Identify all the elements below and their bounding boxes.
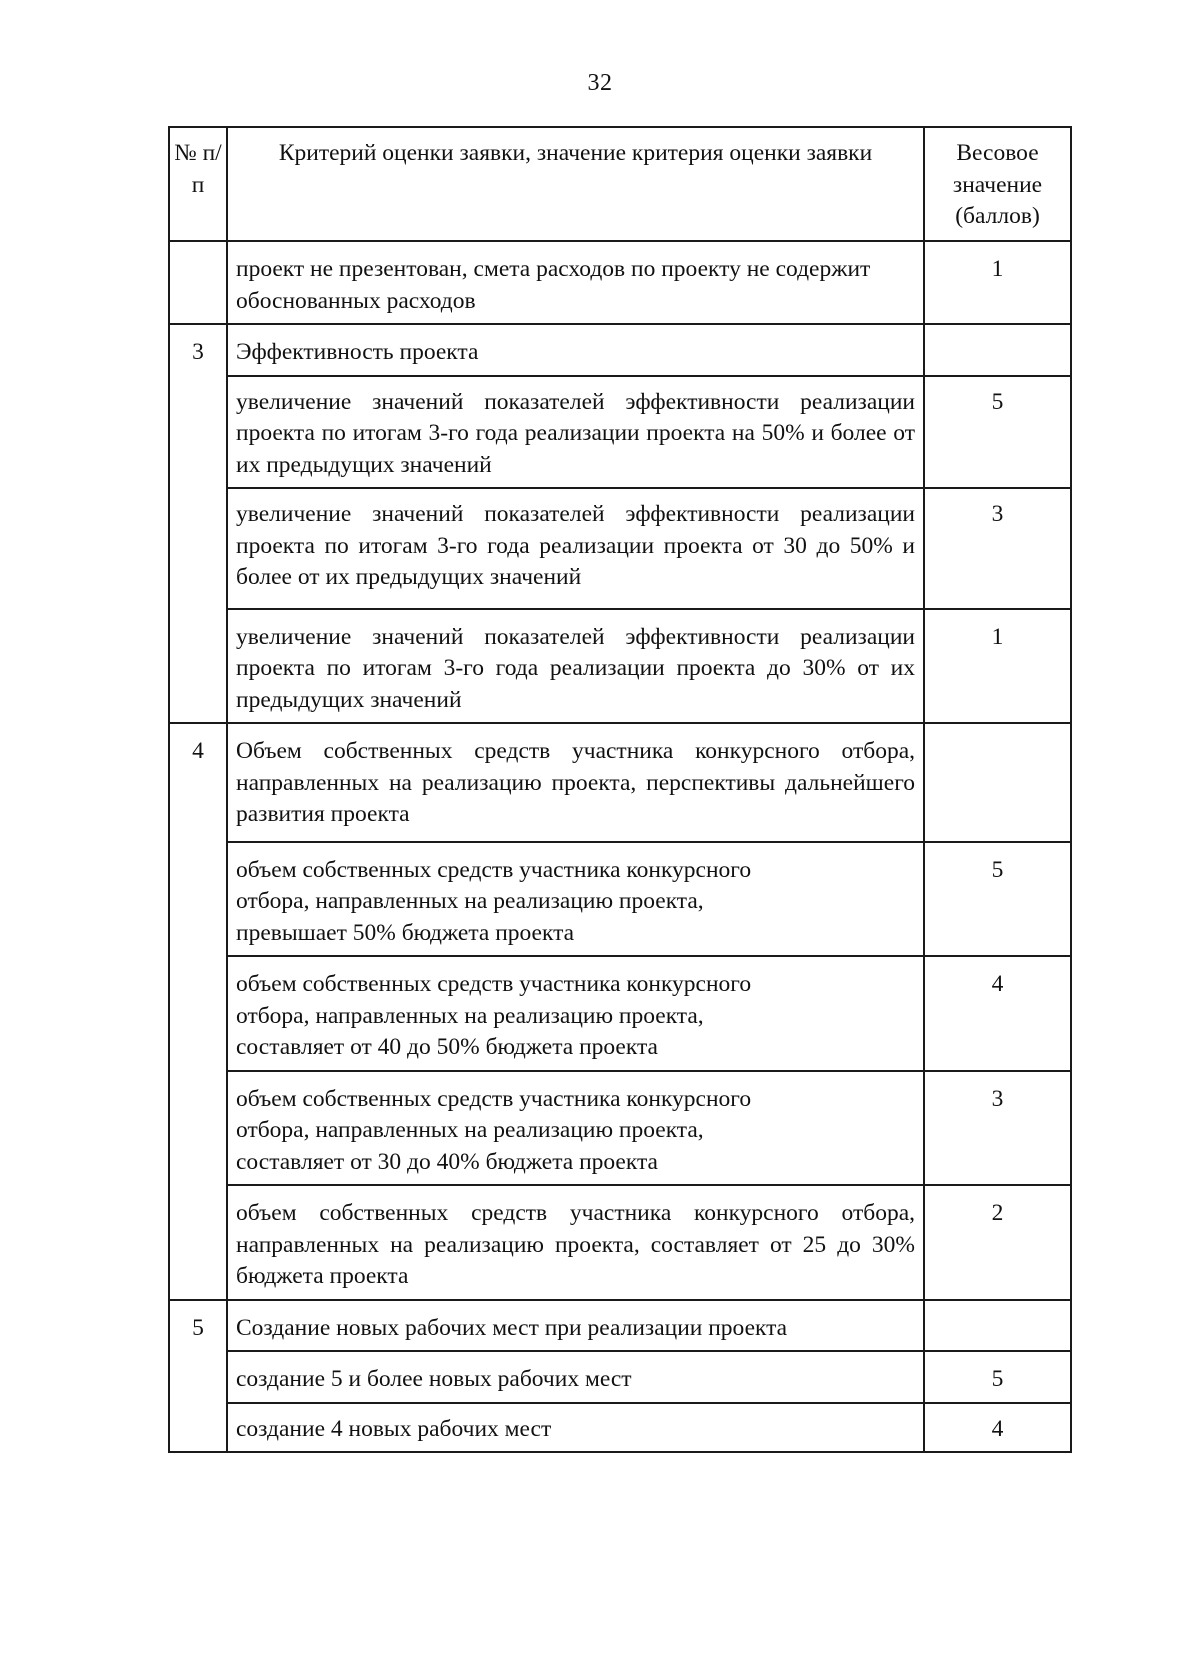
row-criterion: создание 5 и более новых рабочих мест [227, 1351, 924, 1403]
row-number [169, 488, 227, 609]
row-weight: 3 [924, 488, 1071, 609]
row-number [169, 842, 227, 957]
row-number [169, 1351, 227, 1403]
row-number [169, 956, 227, 1071]
table-header-row [169, 127, 1071, 241]
row-weight: 5 [924, 842, 1071, 957]
table-row [169, 324, 1071, 376]
row-criterion: создание 4 новых рабочих мест [227, 1403, 924, 1453]
table-row [169, 1300, 1071, 1352]
table-row [169, 376, 1071, 489]
row-criterion: увеличение значений показателей эффективности реализации проекта по итогам 3-го года реализации проекта до 30% от их предыдущих значений [227, 609, 924, 724]
row-number [169, 1185, 227, 1300]
row-criterion: Создание новых рабочих мест при реализации проекта [227, 1300, 924, 1352]
row-weight [924, 723, 1071, 842]
row-criterion: объем собственных средств участника конкурсного отбора, направленных на реализацию проекта, составляет от 30 до 40% бюджета проекта [227, 1071, 924, 1186]
table-row [169, 609, 1071, 724]
row-criterion: объем собственных средств участника конкурсного отбора, направленных на реализацию проекта, превышает 50% бюджета проекта [227, 842, 924, 957]
table-row [169, 241, 1071, 324]
header-weight: Весовое значение (баллов) [924, 127, 1071, 241]
row-number: 5 [169, 1300, 227, 1352]
table-row [169, 1071, 1071, 1186]
row-criterion: Эффективность проекта [227, 324, 924, 376]
row-weight: 4 [924, 956, 1071, 1071]
row-weight [924, 324, 1071, 376]
row-criterion: увеличение значений показателей эффективности реализации проекта по итогам 3-го года реализации проекта на 50% и более от их предыдущих значений [227, 376, 924, 489]
row-weight: 2 [924, 1185, 1071, 1300]
row-weight: 5 [924, 376, 1071, 489]
row-criterion: объем собственных средств участника конкурсного отбора, направленных на реализацию проекта, составляет от 25 до 30% бюджета проекта [227, 1185, 924, 1300]
header-number: № п/п [169, 127, 227, 241]
row-number [169, 609, 227, 724]
table-row [169, 1403, 1071, 1453]
table-row [169, 488, 1071, 609]
row-criterion: Объем собственных средств участника конкурсного отбора, направленных на реализацию проекта, перспективы дальнейшего развития проекта [227, 723, 924, 842]
row-number: 4 [169, 723, 227, 842]
row-criterion: увеличение значений показателей эффективности реализации проекта по итогам 3-го года реализации проекта от 30 до 50% и более от их предыдущих значений [227, 488, 924, 609]
row-weight: 5 [924, 1351, 1071, 1403]
row-weight: 1 [924, 609, 1071, 724]
table-row [169, 842, 1071, 957]
row-criterion: объем собственных средств участника конкурсного отбора, направленных на реализацию проекта, составляет от 40 до 50% бюджета проекта [227, 956, 924, 1071]
table-row [169, 1185, 1071, 1300]
row-criterion: проект не презентован, смета расходов по проекту не содержит обоснованных расходов [227, 241, 924, 324]
row-weight: 1 [924, 241, 1071, 324]
table-row [169, 723, 1071, 842]
row-number [169, 1403, 227, 1453]
page-number: 32 [587, 70, 613, 96]
row-weight [924, 1300, 1071, 1352]
row-number [169, 241, 227, 324]
row-weight: 4 [924, 1403, 1071, 1453]
table-row [169, 1351, 1071, 1403]
row-number [169, 1071, 227, 1186]
row-number: 3 [169, 324, 227, 376]
row-weight: 3 [924, 1071, 1071, 1186]
table-row [169, 956, 1071, 1071]
header-criterion: Критерий оценки заявки, значение критерия оценки заявки [227, 127, 924, 241]
evaluation-criteria-table [168, 126, 1072, 1453]
row-number [169, 376, 227, 489]
